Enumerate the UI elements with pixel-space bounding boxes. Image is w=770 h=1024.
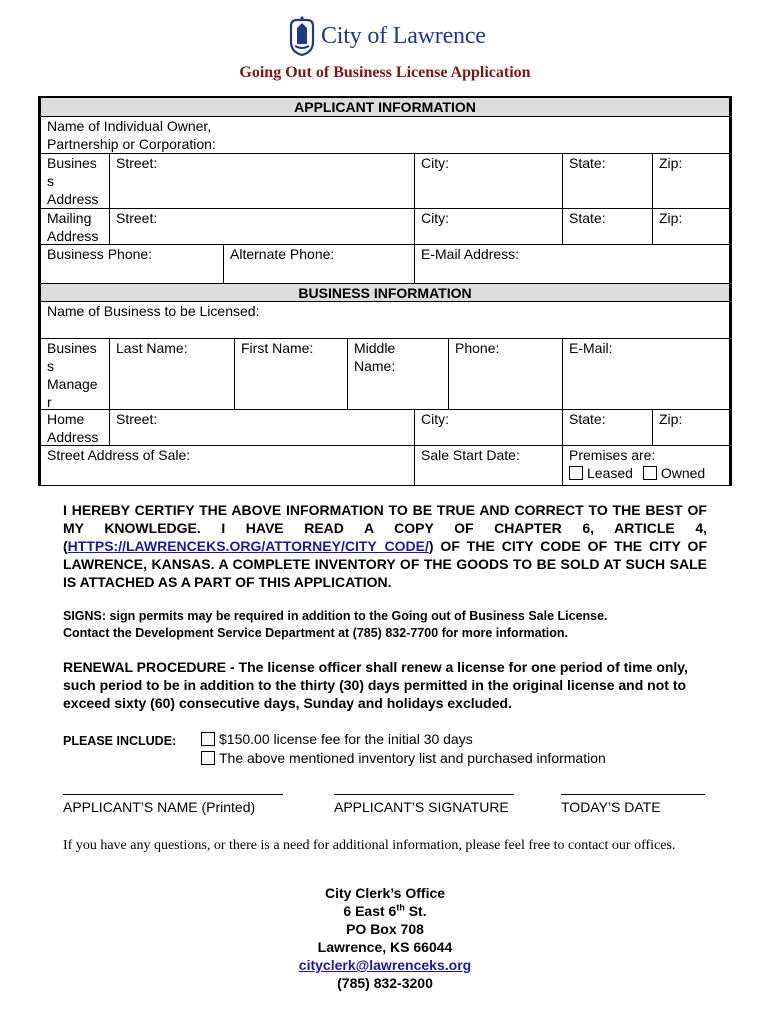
include-item bbox=[201, 730, 473, 749]
city-clerk-office bbox=[0, 884, 770, 992]
applicant-signature-line[interactable]: APPLICANT’S SIGNATURE bbox=[334, 794, 514, 815]
certification-text-2: ) OF THE CITY CODE OF THE CITY OF LAWRENCE, KANSAS. A COMPLETE INVENTORY OF THE GOODS TO BE SOLD AT SUCH SALE IS ATTACHED AS A PART OF THIS APPLICATION. bbox=[63, 538, 707, 590]
include-item-label: The above mentioned inventory list and purchased information bbox=[219, 750, 606, 766]
mailing-city-field[interactable]: City: bbox=[414, 208, 563, 245]
mailing-street-field[interactable]: Street: bbox=[109, 208, 415, 245]
please-include-label: PLEASE INCLUDE: bbox=[63, 734, 177, 748]
business-address-label: Busines s Address bbox=[40, 153, 110, 209]
city-logo bbox=[287, 14, 507, 60]
business-zip-field[interactable]: Zip: bbox=[652, 153, 730, 209]
office-street-name: St. bbox=[404, 903, 427, 919]
include-item bbox=[201, 749, 606, 768]
office-phone: (785) 832-3200 bbox=[337, 975, 433, 991]
manager-email-field[interactable]: E-Mail: bbox=[562, 338, 730, 410]
office-po-box: PO Box 708 bbox=[346, 921, 424, 937]
leased-checkbox[interactable] bbox=[569, 466, 583, 480]
alternate-phone-field[interactable]: Alternate Phone: bbox=[223, 244, 415, 284]
city-code-link[interactable]: HTTPS://LAWRENCEKS.ORG/ATTORNEY/CITY_CODE/ bbox=[67, 538, 429, 554]
premises-label: Premises are: bbox=[569, 447, 656, 463]
certification-statement bbox=[63, 501, 707, 591]
page-title: Going Out of Business License Application bbox=[239, 64, 531, 81]
owned-checkbox[interactable] bbox=[643, 466, 657, 480]
business-city-field[interactable]: City: bbox=[414, 153, 563, 209]
home-address-label: Home Address bbox=[40, 409, 110, 446]
business-name-field[interactable]: Name of Business to be Licensed: bbox=[40, 301, 730, 339]
home-zip-field[interactable]: Zip: bbox=[652, 409, 730, 446]
owner-name-field[interactable]: Name of Individual Owner, Partnership or Corporation: bbox=[40, 116, 730, 154]
fee-checkbox[interactable] bbox=[201, 732, 215, 746]
include-item-label: $150.00 license fee for the initial 30 days bbox=[219, 731, 473, 747]
business-section-header: BUSINESS INFORMATION bbox=[40, 283, 730, 302]
leased-label: Leased bbox=[587, 465, 633, 481]
office-name: City Clerk’s Office bbox=[324, 885, 446, 901]
mailing-state-field[interactable]: State: bbox=[562, 208, 653, 245]
home-street-field[interactable]: Street: bbox=[109, 409, 415, 446]
owned-label: Owned bbox=[660, 465, 706, 481]
mailing-zip-field[interactable]: Zip: bbox=[652, 208, 730, 245]
home-state-field[interactable]: State: bbox=[562, 409, 653, 446]
business-street-field[interactable]: Street: bbox=[109, 153, 415, 209]
signs-notice: SIGNS: sign permits may be required in addition to the Going out of Business Sale License. Contact the Development Service Department at (785) 832-7700 for more information. bbox=[63, 609, 608, 640]
applicant-name-line[interactable]: APPLICANT’S NAME (Printed) bbox=[63, 794, 283, 815]
office-street-suffix: th bbox=[396, 902, 405, 913]
office-street bbox=[0, 902, 770, 920]
manager-first-name-field[interactable]: First Name: bbox=[234, 338, 348, 410]
premises-field bbox=[562, 445, 730, 486]
email-address-field[interactable]: E-Mail Address: bbox=[414, 244, 730, 284]
manager-last-name-field[interactable]: Last Name: bbox=[109, 338, 235, 410]
mailing-address-label: Mailing Address bbox=[40, 208, 110, 245]
application-form bbox=[38, 96, 732, 486]
office-city: Lawrence, KS 66044 bbox=[317, 939, 453, 955]
manager-phone-field[interactable]: Phone: bbox=[448, 338, 563, 410]
business-state-field[interactable]: State: bbox=[562, 153, 653, 209]
todays-date-line[interactable]: TODAY’S DATE bbox=[561, 794, 705, 815]
premises-options bbox=[569, 464, 729, 482]
sale-start-date-field[interactable]: Sale Start Date: bbox=[414, 445, 563, 486]
business-phone-field[interactable]: Business Phone: bbox=[40, 244, 224, 284]
sale-address-field[interactable]: Street Address of Sale: bbox=[40, 445, 415, 486]
applicant-section-header: APPLICANT INFORMATION bbox=[40, 98, 730, 117]
business-manager-label: Busines s Manage r bbox=[40, 338, 110, 410]
office-email-link[interactable]: cityclerk@lawrenceks.org bbox=[298, 957, 472, 973]
certification-text-1: I HEREBY CERTIFY THE ABOVE INFORMATION TO BE TRUE AND CORRECT TO THE BEST OF MY KNOWLEDGE. I HAVE READ A COPY OF CHAPTER 6, ARTICLE 4, ( bbox=[63, 502, 707, 554]
logo-text: City of Lawrence bbox=[321, 23, 486, 49]
home-city-field[interactable]: City: bbox=[414, 409, 563, 446]
questions-note: If you have any questions, or there is a need for additional information, please feel free to contact our offices. bbox=[63, 838, 676, 853]
city-seal-icon bbox=[287, 16, 317, 56]
renewal-procedure: RENEWAL PROCEDURE - The license officer shall renew a license for one period of time only, such period to be in addition to the thirty (30) days permitted in the original license and not to exceed sixty (60) consecutive days, Sunday and holidays excluded. bbox=[63, 659, 688, 711]
inventory-checkbox[interactable] bbox=[201, 751, 215, 765]
manager-middle-name-field[interactable]: Middle Name: bbox=[347, 338, 449, 410]
office-street-number: 6 East 6 bbox=[343, 903, 397, 919]
